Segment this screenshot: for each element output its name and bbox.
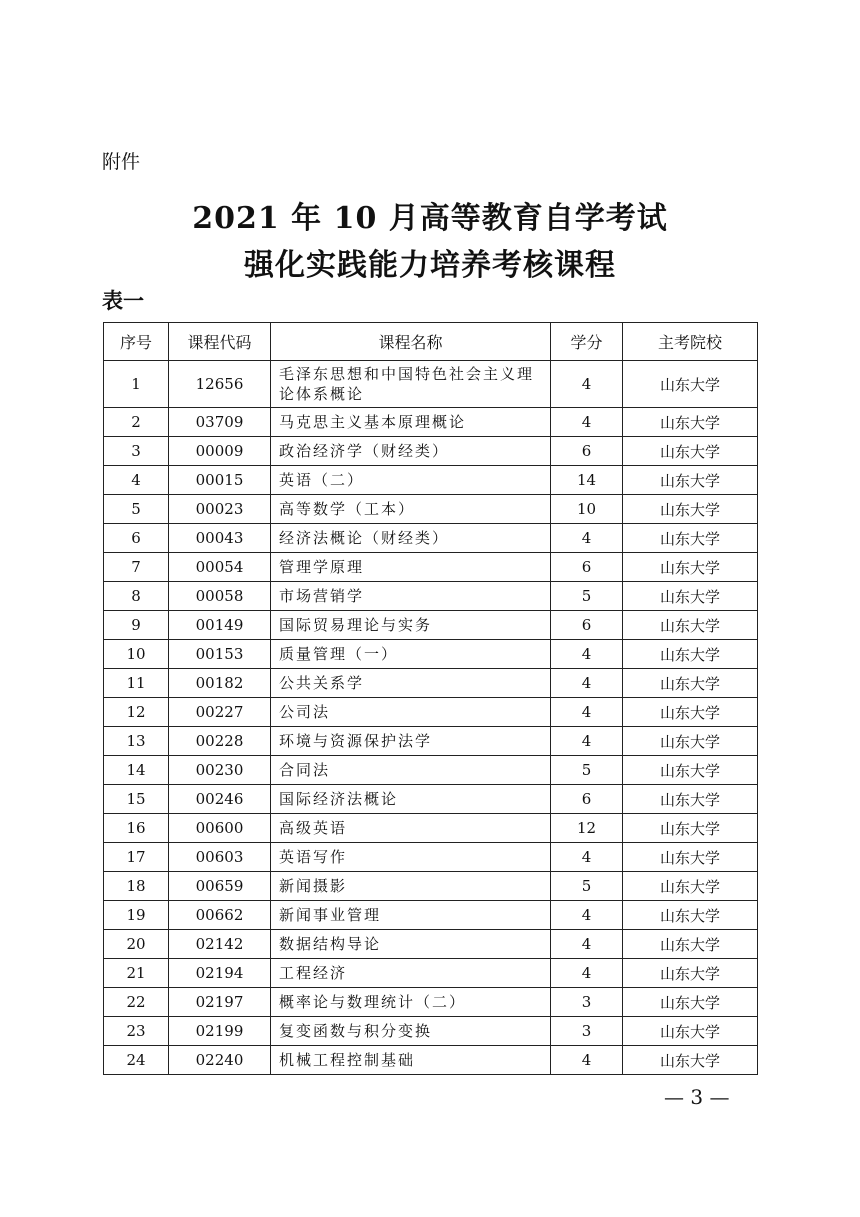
cell-course-code: 12656	[169, 361, 271, 408]
table-row	[104, 872, 758, 901]
table-row	[104, 640, 758, 669]
cell-course-name: 高级英语	[271, 814, 551, 843]
cell-credit: 4	[551, 669, 623, 698]
cell-credit: 4	[551, 727, 623, 756]
cell-serial-no: 12	[104, 698, 169, 727]
document-title-line-2: 强化实践能力培养考核课程	[244, 248, 616, 283]
cell-course-code: 00600	[169, 814, 271, 843]
cell-course-code: 02197	[169, 988, 271, 1017]
cell-exam-school: 山东大学	[623, 959, 758, 988]
cell-credit: 3	[551, 988, 623, 1017]
cell-exam-school: 山东大学	[623, 524, 758, 553]
cell-course-code: 02240	[169, 1046, 271, 1075]
cell-exam-school: 山东大学	[623, 814, 758, 843]
cell-exam-school: 山东大学	[623, 1046, 758, 1075]
cell-credit: 4	[551, 640, 623, 669]
cell-credit: 14	[551, 466, 623, 495]
table-row	[104, 785, 758, 814]
cell-exam-school: 山东大学	[623, 843, 758, 872]
cell-credit: 6	[551, 785, 623, 814]
cell-course-name: 市场营销学	[271, 582, 551, 611]
table-row	[104, 361, 758, 408]
cell-credit: 4	[551, 843, 623, 872]
table-row	[104, 611, 758, 640]
cell-course-name: 复变函数与积分变换	[271, 1017, 551, 1046]
table-row	[104, 901, 758, 930]
cell-course-name: 概率论与数理统计（二）	[271, 988, 551, 1017]
cell-course-name: 经济法概论（财经类）	[271, 524, 551, 553]
cell-serial-no: 6	[104, 524, 169, 553]
cell-course-name: 新闻事业管理	[271, 901, 551, 930]
cell-exam-school: 山东大学	[623, 901, 758, 930]
table-row	[104, 582, 758, 611]
cell-course-name: 英语写作	[271, 843, 551, 872]
cell-course-name: 工程经济	[271, 959, 551, 988]
cell-exam-school: 山东大学	[623, 553, 758, 582]
cell-course-name: 政治经济学（财经类）	[271, 437, 551, 466]
cell-serial-no: 22	[104, 988, 169, 1017]
cell-exam-school: 山东大学	[623, 582, 758, 611]
cell-serial-no: 4	[104, 466, 169, 495]
table-row	[104, 814, 758, 843]
cell-course-name: 公共关系学	[271, 669, 551, 698]
table-row	[104, 437, 758, 466]
cell-course-name: 高等数学（工本）	[271, 495, 551, 524]
header-serial-no: 序号	[104, 323, 169, 361]
cell-credit: 5	[551, 872, 623, 901]
table-row	[104, 930, 758, 959]
cell-serial-no: 13	[104, 727, 169, 756]
cell-course-code: 00058	[169, 582, 271, 611]
cell-course-name: 马克思主义基本原理概论	[271, 408, 551, 437]
header-exam-school: 主考院校	[623, 323, 758, 361]
cell-exam-school: 山东大学	[623, 495, 758, 524]
cell-course-code: 00662	[169, 901, 271, 930]
table-row	[104, 408, 758, 437]
table-row	[104, 524, 758, 553]
cell-serial-no: 2	[104, 408, 169, 437]
cell-course-code: 00246	[169, 785, 271, 814]
cell-course-name: 国际经济法概论	[271, 785, 551, 814]
cell-credit: 5	[551, 756, 623, 785]
cell-course-name: 国际贸易理论与实务	[271, 611, 551, 640]
cell-exam-school: 山东大学	[623, 930, 758, 959]
cell-course-name: 毛泽东思想和中国特色社会主义理论体系概论	[271, 361, 551, 408]
cell-exam-school: 山东大学	[623, 408, 758, 437]
cell-credit: 4	[551, 930, 623, 959]
header-course-name: 课程名称	[271, 323, 551, 361]
cell-course-code: 00149	[169, 611, 271, 640]
cell-exam-school: 山东大学	[623, 361, 758, 408]
cell-course-name: 公司法	[271, 698, 551, 727]
cell-course-code: 00153	[169, 640, 271, 669]
cell-serial-no: 14	[104, 756, 169, 785]
cell-course-code: 00227	[169, 698, 271, 727]
cell-course-code: 00054	[169, 553, 271, 582]
cell-credit: 4	[551, 524, 623, 553]
cell-exam-school: 山东大学	[623, 872, 758, 901]
cell-course-code: 00182	[169, 669, 271, 698]
cell-credit: 4	[551, 1046, 623, 1075]
cell-serial-no: 15	[104, 785, 169, 814]
cell-exam-school: 山东大学	[623, 698, 758, 727]
table-row	[104, 988, 758, 1017]
cell-credit: 4	[551, 408, 623, 437]
header-credit: 学分	[551, 323, 623, 361]
table-label: 表一	[102, 289, 144, 313]
document-title-line-1: 2021 年 10 月高等教育自学考试	[192, 201, 668, 236]
cell-serial-no: 9	[104, 611, 169, 640]
cell-exam-school: 山东大学	[623, 756, 758, 785]
cell-course-name: 数据结构导论	[271, 930, 551, 959]
cell-credit: 3	[551, 1017, 623, 1046]
table-row	[104, 495, 758, 524]
cell-serial-no: 3	[104, 437, 169, 466]
cell-serial-no: 10	[104, 640, 169, 669]
cell-serial-no: 20	[104, 930, 169, 959]
cell-course-name: 新闻摄影	[271, 872, 551, 901]
table-row	[104, 959, 758, 988]
cell-credit: 12	[551, 814, 623, 843]
cell-serial-no: 1	[104, 361, 169, 408]
cell-course-code: 00603	[169, 843, 271, 872]
cell-course-code: 00023	[169, 495, 271, 524]
cell-credit: 6	[551, 553, 623, 582]
cell-course-code: 00230	[169, 756, 271, 785]
cell-course-code: 02194	[169, 959, 271, 988]
cell-serial-no: 19	[104, 901, 169, 930]
cell-serial-no: 16	[104, 814, 169, 843]
table-row	[104, 669, 758, 698]
cell-serial-no: 18	[104, 872, 169, 901]
cell-serial-no: 11	[104, 669, 169, 698]
cell-serial-no: 24	[104, 1046, 169, 1075]
cell-credit: 4	[551, 361, 623, 408]
cell-serial-no: 21	[104, 959, 169, 988]
cell-course-code: 00228	[169, 727, 271, 756]
cell-serial-no: 7	[104, 553, 169, 582]
cell-exam-school: 山东大学	[623, 1017, 758, 1046]
table-row	[104, 553, 758, 582]
cell-credit: 6	[551, 611, 623, 640]
cell-exam-school: 山东大学	[623, 466, 758, 495]
table-row	[104, 1046, 758, 1075]
cell-serial-no: 8	[104, 582, 169, 611]
cell-credit: 10	[551, 495, 623, 524]
table-row	[104, 466, 758, 495]
cell-course-name: 管理学原理	[271, 553, 551, 582]
cell-serial-no: 17	[104, 843, 169, 872]
cell-course-code: 00009	[169, 437, 271, 466]
cell-exam-school: 山东大学	[623, 785, 758, 814]
cell-credit: 6	[551, 437, 623, 466]
cell-exam-school: 山东大学	[623, 611, 758, 640]
cell-course-code: 00015	[169, 466, 271, 495]
page-number: — 3 —	[664, 1085, 730, 1109]
cell-exam-school: 山东大学	[623, 988, 758, 1017]
cell-course-name: 环境与资源保护法学	[271, 727, 551, 756]
cell-course-code: 02142	[169, 930, 271, 959]
cell-exam-school: 山东大学	[623, 669, 758, 698]
attachment-label: 附件	[102, 151, 141, 173]
cell-course-name: 机械工程控制基础	[271, 1046, 551, 1075]
table-row	[104, 1017, 758, 1046]
table-row	[104, 843, 758, 872]
cell-credit: 4	[551, 698, 623, 727]
cell-exam-school: 山东大学	[623, 640, 758, 669]
cell-credit: 4	[551, 959, 623, 988]
cell-exam-school: 山东大学	[623, 727, 758, 756]
cell-course-code: 02199	[169, 1017, 271, 1046]
cell-credit: 4	[551, 901, 623, 930]
table-row	[104, 756, 758, 785]
cell-course-code: 00659	[169, 872, 271, 901]
course-table	[103, 322, 758, 1075]
header-course-code: 课程代码	[169, 323, 271, 361]
cell-exam-school: 山东大学	[623, 437, 758, 466]
table-row	[104, 727, 758, 756]
cell-course-name: 合同法	[271, 756, 551, 785]
cell-course-code: 03709	[169, 408, 271, 437]
table-header-row	[104, 323, 758, 361]
cell-serial-no: 23	[104, 1017, 169, 1046]
cell-course-name: 英语（二）	[271, 466, 551, 495]
cell-course-name: 质量管理（一）	[271, 640, 551, 669]
cell-course-code: 00043	[169, 524, 271, 553]
cell-credit: 5	[551, 582, 623, 611]
cell-serial-no: 5	[104, 495, 169, 524]
table-row	[104, 698, 758, 727]
